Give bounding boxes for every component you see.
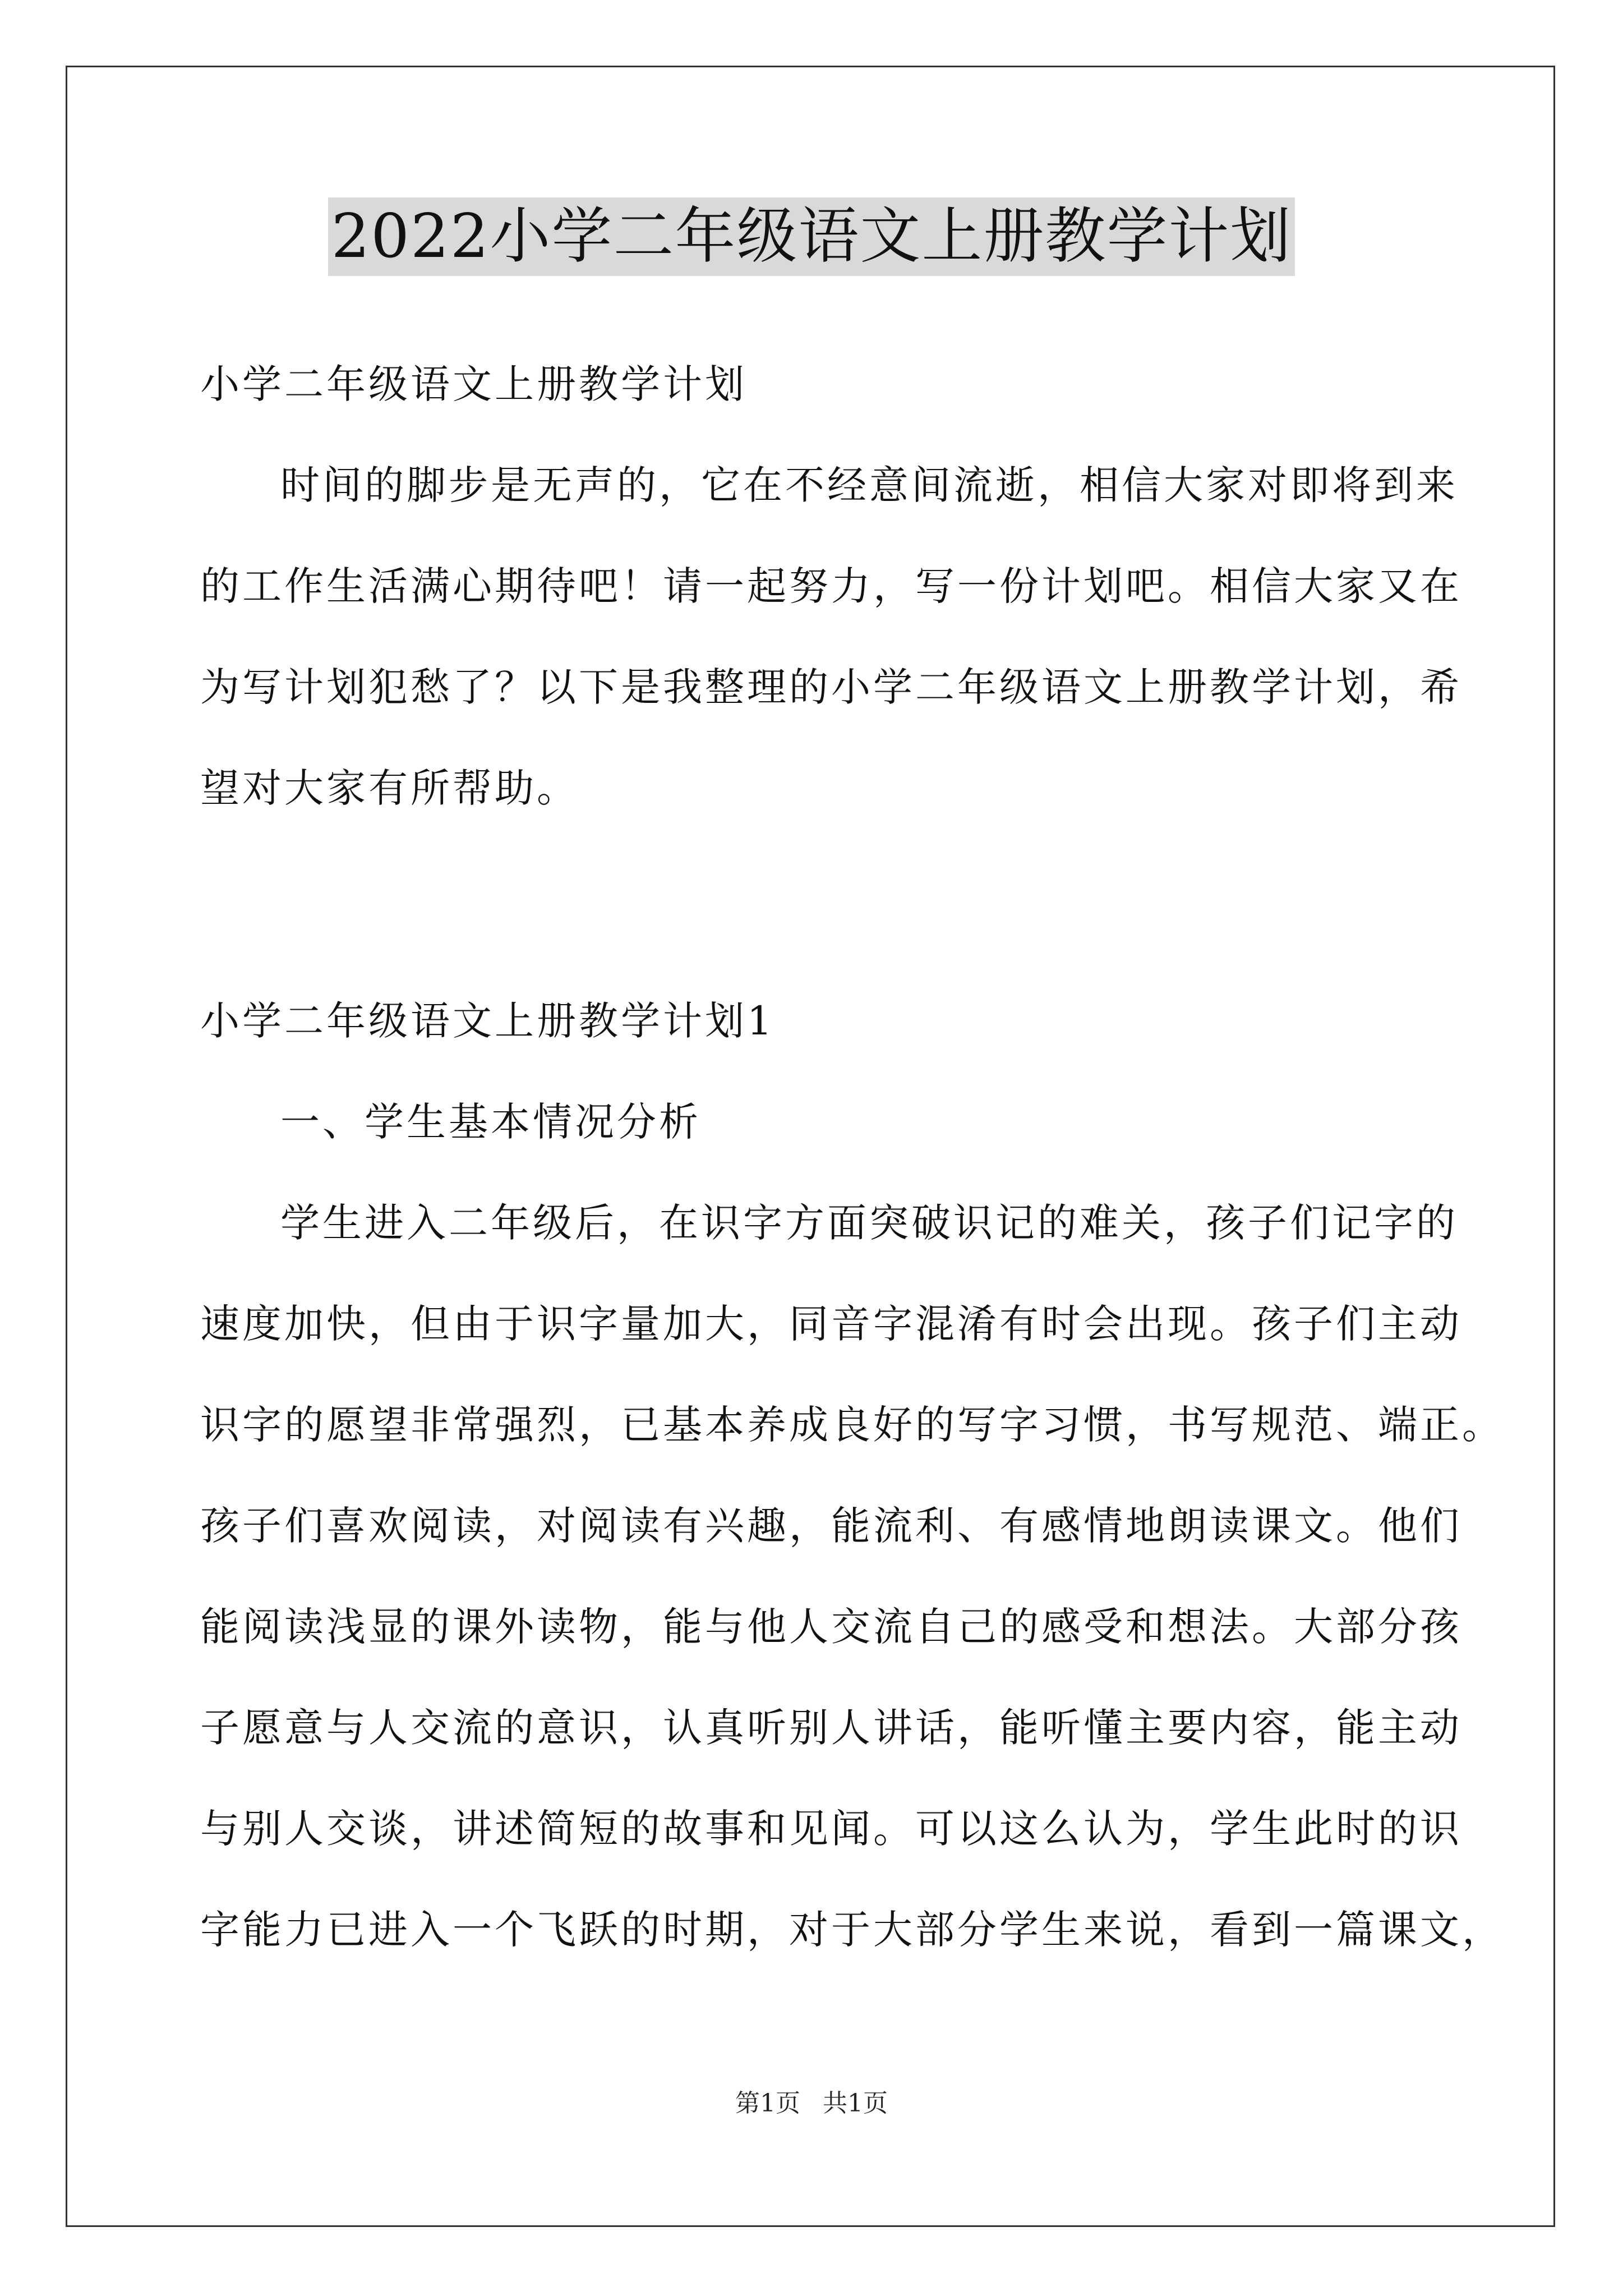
page-footer [0,2087,1623,2120]
paragraph-line: 字能力已进入一个飞跃的时期，对于大部分学生来说，看到一篇课文， [200,1907,1504,1953]
paragraph-line: 学生进入二年级后，在识字方面突破识记的难关，孩子们记字的 [280,1200,1458,1246]
paragraph-line: 的工作生活满心期待吧！请一起努力，写一份计划吧。相信大家又在 [200,563,1462,609]
page-number: 第1页 [735,2089,800,2118]
paragraph-line: 识字的愿望非常强烈，已基本养成良好的写字习惯，书写规范、端正。 [200,1402,1504,1448]
paragraph-line: 为写计划犯愁了？以下是我整理的小学二年级语文上册教学计划，希 [200,664,1462,710]
paragraph-line: 能阅读浅显的课外读物，能与他人交流自己的感受和想法。大部分孩 [200,1604,1462,1650]
paragraph-line: 与别人交谈，讲述简短的故事和见闻。可以这么认为，学生此时的识 [200,1806,1462,1852]
subsection-heading: 一、学生基本情况分析 [280,1099,701,1145]
section-heading: 小学二年级语文上册教学计划1 [200,998,775,1044]
paragraph-line: 速度加快，但由于识字量加大，同音字混淆有时会出现。孩子们主动 [200,1301,1462,1347]
paragraph-line: 望对大家有所帮助。 [200,765,579,811]
page-total: 共1页 [823,2089,888,2118]
paragraph-line: 时间的脚步是无声的，它在不经意间流逝，相信大家对即将到来 [280,462,1458,508]
doc-subtitle: 小学二年级语文上册教学计划 [200,361,747,407]
paragraph-line: 子愿意与人交流的意识，认真听别人讲话，能听懂主要内容，能主动 [200,1705,1462,1751]
document-title: 2022小学二年级语文上册教学计划 [328,197,1295,276]
paragraph-line: 孩子们喜欢阅读，对阅读有兴趣，能流利、有感情地朗读课文。他们 [200,1503,1462,1549]
title-container [0,197,1623,276]
